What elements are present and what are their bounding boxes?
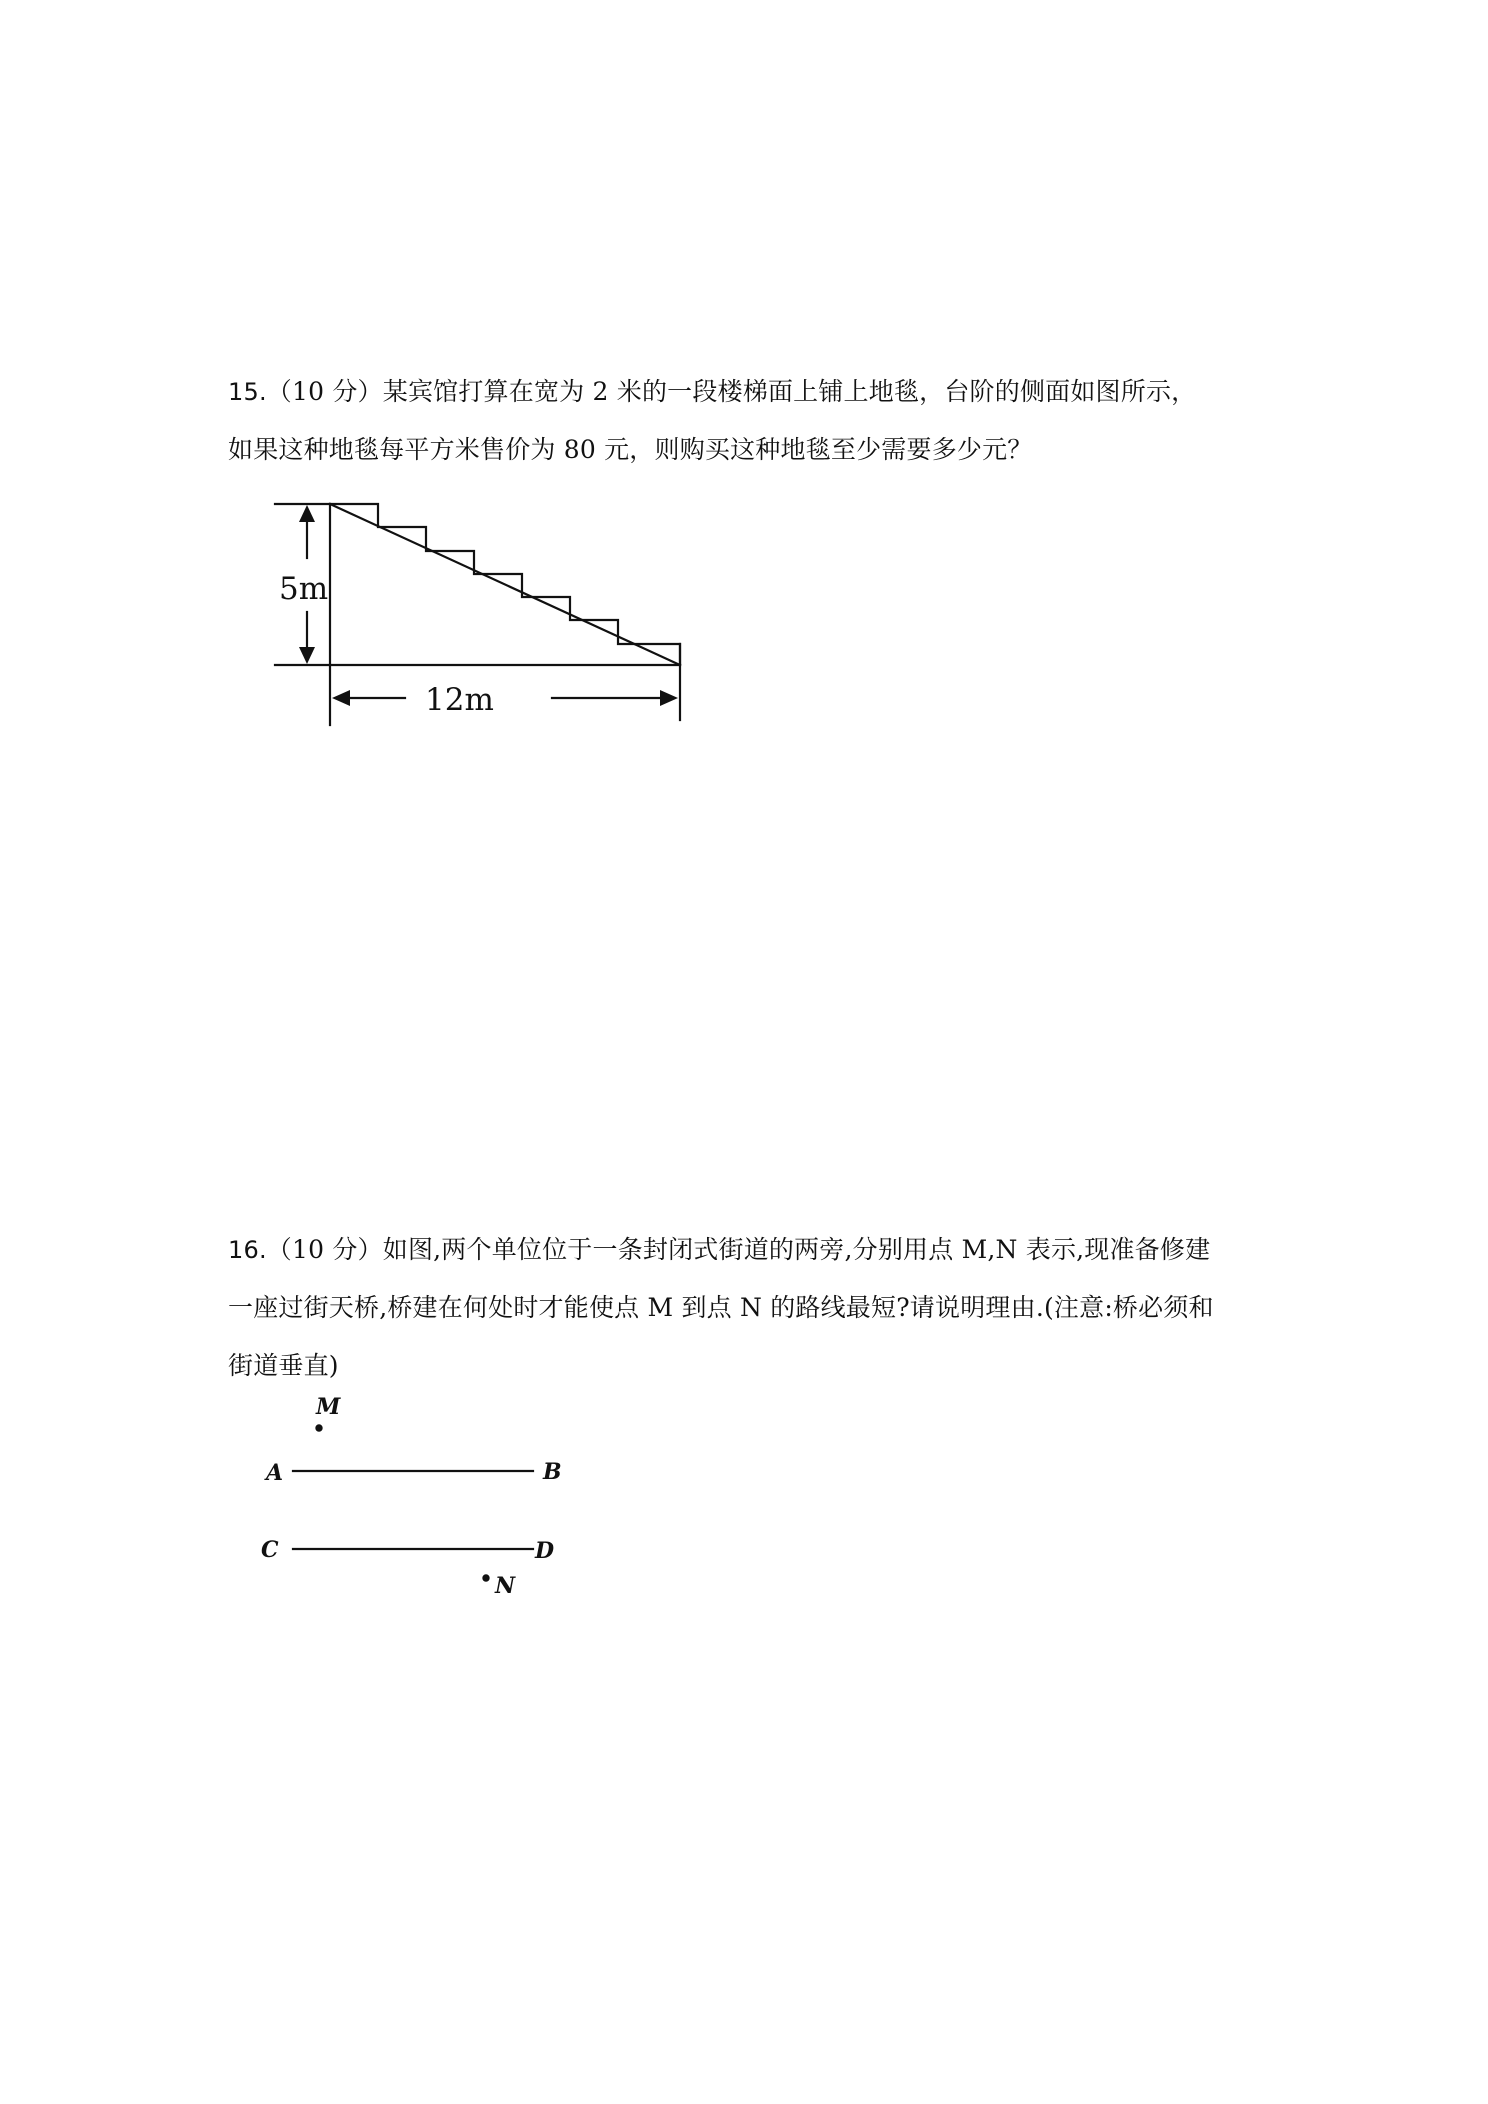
question-15-score: （10 分） (266, 377, 383, 406)
question-16-score: （10 分） (266, 1235, 383, 1264)
height-arrow-up-head (299, 505, 315, 522)
staircase-hypotenuse (330, 504, 680, 665)
point-m-label: M (316, 1394, 341, 1420)
height-arrow-down-head (299, 647, 315, 664)
endpoint-b-label: B (543, 1459, 562, 1485)
question-15-line-1-text: 某宾馆打算在宽为 2 米的一段楼梯面上铺上地毯，台阶的侧面如图所示， (382, 377, 1197, 406)
width-label: 12m (425, 682, 494, 718)
question-15-number: 15. (228, 378, 267, 406)
question-16-line-2: 一座过街天桥,桥建在何处时才能使点 M 到点 N 的路线最短?请说明理由.(注意:桥必须和 (228, 1293, 1214, 1322)
endpoint-a-label: A (266, 1460, 284, 1486)
question-16-line-1 (228, 1221, 1268, 1279)
question-15 (228, 363, 1268, 479)
question-16-number: 16. (228, 1236, 267, 1264)
street-bridge-figure (250, 1385, 590, 1615)
question-15-line-2: 如果这种地毯每平方米售价为 80 元，则购买这种地毯至少需要多少元？ (228, 435, 1033, 464)
endpoint-d-label: D (535, 1538, 555, 1564)
staircase-figure (275, 500, 695, 730)
height-label: 5m (279, 571, 329, 607)
question-15-line-1 (228, 363, 1268, 421)
question-16 (228, 1221, 1268, 1395)
width-arrow-right-head (660, 690, 678, 706)
point-m-dot (315, 1424, 322, 1431)
width-arrow-left-head (332, 690, 350, 706)
point-n-dot (482, 1574, 489, 1581)
point-n-label: N (495, 1573, 516, 1599)
question-16-line-1-text: 如图,两个单位位于一条封闭式街道的两旁,分别用点 M,N 表示,现准备修建 (382, 1235, 1211, 1264)
endpoint-c-label: C (261, 1537, 279, 1563)
question-16-line-3: 街道垂直) (228, 1351, 339, 1380)
